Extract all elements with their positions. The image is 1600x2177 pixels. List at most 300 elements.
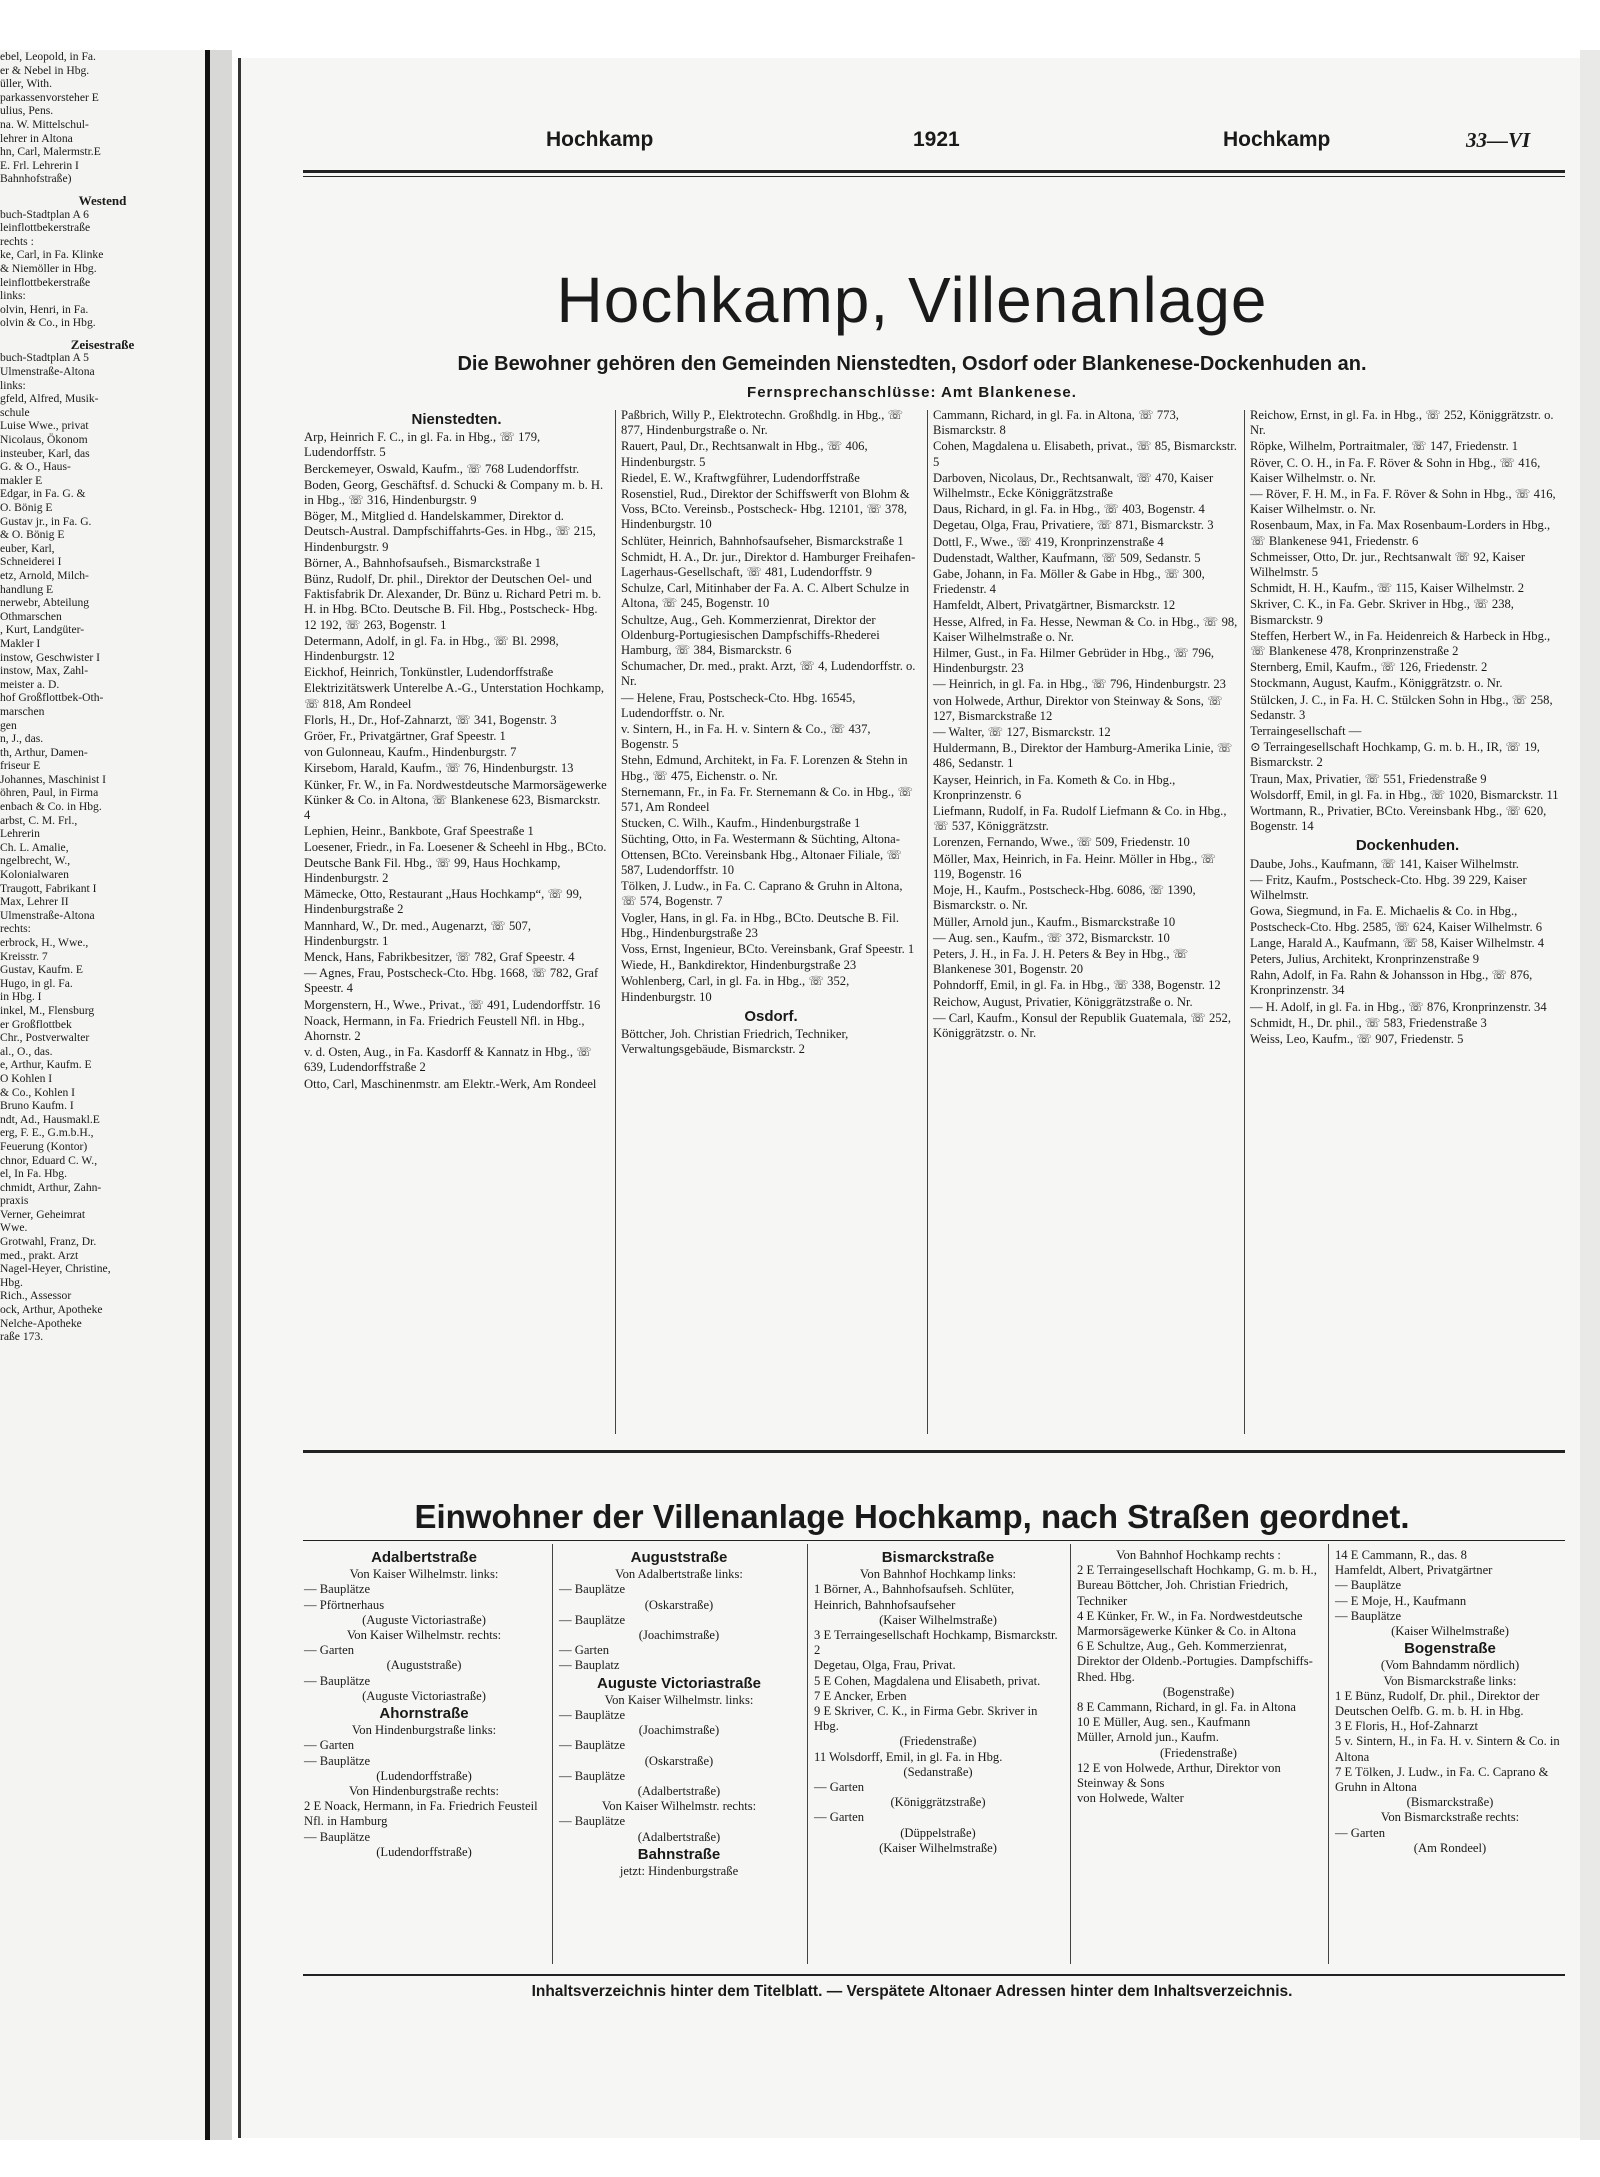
street-reference: (Am Rondeel)	[1413, 1840, 1487, 1855]
resident-entry: Morgenstern, H., Wwe., Privat., ☏ 491, Ludendorffstr. 16	[304, 997, 601, 1012]
text-line: & O. Bönig E	[0, 528, 65, 542]
text-line: & Co., Kohlen I	[0, 1085, 76, 1099]
resident-entry: Skriver, C. K., in Fa. Gebr. Skriver in Hbg., ☏ 238, Bismarckstr. 9	[1250, 597, 1514, 627]
resident-entry: Boden, Georg, Geschäftsf. d. Schucki & Company m. b. H. in Hbg., ☏ 316, Hindenburgstr. 9	[304, 477, 604, 508]
text-line: e, Arthur, Kaufm. E	[0, 1058, 92, 1072]
header-left: Hochkamp	[546, 128, 654, 151]
resident-entry: Berckemeyer, Oswald, Kaufm., ☏ 768 Ludendorffstr.	[304, 461, 580, 476]
street-heading: Auguststraße	[630, 1549, 728, 1566]
street-entry: 12 E von Holwede, Arthur, Direktor von Steinway & Sons	[1077, 1760, 1281, 1791]
street-entry: 8 E Cammann, Richard, in gl. Fa. in Altona	[1077, 1700, 1296, 1715]
text-line: er & Nebel in Hbg.	[0, 63, 90, 77]
section-rule	[303, 1450, 1565, 1453]
text-line: th, Arthur, Damen-	[0, 745, 88, 759]
text-line: Grotwahl, Franz, Dr.	[0, 1235, 97, 1249]
resident-entry: Kirsebom, Harald, Kaufm., ☏ 76, Hindenburgstr. 13	[304, 761, 574, 776]
text-line: chnor, Eduard C. W.,	[0, 1153, 98, 1167]
text-line: al., O., das.	[0, 1044, 53, 1058]
street-entry: 14 E Cammann, R., das. 8	[1335, 1548, 1467, 1562]
text-line: Edgar, in Fa. G. &	[0, 487, 86, 501]
text-line: Johannes, Maschinist I	[0, 772, 106, 786]
resident-entry: — Aug. sen., Kaufm., ☏ 372, Bismarckstr. 10	[933, 930, 1170, 945]
resident-entry: Daus, Richard, in gl. Fa. in Hbg., ☏ 403, Bogenstr. 4	[933, 502, 1205, 517]
street-entry: — Pförtnerhaus	[304, 1597, 385, 1612]
text-line: er Großflottbek	[0, 1017, 72, 1031]
resident-entry: von Gulonneau, Kaufm., Hindenburgstr. 7	[304, 745, 517, 760]
street-heading: Adalbertstraße	[371, 1549, 477, 1566]
street-reference: (Auguste Victoriastraße)	[362, 1688, 486, 1703]
street-entry: — Bauplätze	[559, 1612, 626, 1627]
text-line: enbach & Co. in Hbg.	[0, 800, 102, 814]
resident-entry: Lephien, Heinr., Bankbote, Graf Speestraße 1	[304, 824, 534, 839]
resident-entry: Reichow, August, Privatier, Königgrätzstraße o. Nr.	[933, 994, 1193, 1009]
text-line: euber, Karl,	[0, 541, 55, 555]
text-line: O. Bönig E	[0, 501, 53, 514]
text-line: öhren, Paul, in Firma	[0, 786, 99, 800]
streets-rule	[303, 1540, 1565, 1541]
resident-entry: Schmidt, H. H., Kaufm., ☏ 115, Kaiser Wilhelmstr. 2	[1250, 581, 1525, 596]
resident-entry: — Fritz, Kaufm., Postscheck-Cto. Hbg. 39 229, Kaiser Wilhelmstr.	[1250, 872, 1527, 903]
street-reference: (Auguststraße)	[386, 1658, 462, 1673]
text-line: , Kurt, Landgüter-	[0, 623, 85, 637]
street-reference: (Königgrätzstraße)	[890, 1795, 986, 1810]
resident-entry: Röpke, Wilhelm, Portraitmaler, ☏ 147, Friedenstr. 1	[1250, 439, 1519, 454]
resident-entry: Wohlenberg, Carl, in gl. Fa. in Hbg., ☏ 352, Hindenburgstr. 10	[621, 974, 850, 1004]
street-entry: — E Moje, H., Kaufmann	[1335, 1593, 1467, 1608]
text-line: nerwebr, Abteilung	[0, 596, 90, 610]
text-line: erg, F. E., G.m.b.H.,	[0, 1126, 94, 1140]
text-line: erbrock, H., Wwe.,	[0, 936, 89, 949]
resident-entry: Peters, Julius, Architekt, Kronprinzenstraße 9	[1250, 951, 1480, 966]
street-entry: — Bauplätze	[1335, 1608, 1402, 1623]
text-line: leinflottbekerstraße	[0, 275, 91, 289]
street-entry: Hamfeldt, Albert, Privatgärtner	[1335, 1563, 1493, 1578]
street-reference: (Adalbertstraße)	[637, 1784, 721, 1799]
text-line: olvin, Henri, in Fa.	[0, 302, 89, 316]
text-line: chmidt, Arthur, Zahn-	[0, 1180, 102, 1194]
street-entry: 4 E Künker, Fr. W., in Fa. Nordwestdeutsche Marmorsägewerke Künker & Co. in Altona	[1077, 1608, 1303, 1639]
text-line: Luise Wwe., privat	[0, 419, 89, 433]
resident-entry: Schumacher, Dr. med., prakt. Arzt, ☏ 4, Ludendorffstr. o. Nr.	[621, 659, 916, 689]
resident-entry: Cammann, Richard, in gl. Fa. in Altona, ☏ 773, Bismarckstr. 8	[933, 408, 1179, 438]
street-reference: (Oskarstraße)	[644, 1597, 714, 1612]
resident-entry: Mannhard, W., Dr. med., Augenarzt, ☏ 507, Hindenburgstr. 1	[304, 918, 532, 948]
street-heading: Bogenstraße	[1404, 1640, 1496, 1658]
resident-entry: Böttcher, Joh. Christian Friedrich, Techniker, Verwaltungsgebäude, Bismarckstr. 2	[621, 1026, 849, 1057]
page-number: 33—VI	[1466, 128, 1531, 152]
street-heading: Ahornstraße	[379, 1705, 469, 1723]
streets-heading: Einwohner der Villenanlage Hochkamp, nach Straßen geordnet.	[414, 1498, 1410, 1535]
text-line: üller, With.	[0, 77, 52, 91]
street-reference: (Oskarstraße)	[644, 1753, 714, 1768]
streets-col-5	[1335, 1548, 1565, 1856]
text-line: friseur E	[0, 759, 41, 773]
street-reference: jetzt: Hindenburgstraße	[619, 1864, 739, 1879]
street-reference: (Düppelstraße)	[900, 1825, 976, 1840]
resident-entry: Schulze, Carl, Mitinhaber der Fa. A. C. Albert Schulze in Altona, ☏ 245, Bogenstr. 10	[621, 581, 910, 611]
resident-entry: von Holwede, Arthur, Direktor von Steinway & Sons, ☏ 127, Bismarckstraße 12	[933, 693, 1223, 723]
street-entry: — Bauplätze	[304, 1673, 371, 1688]
district-heading: Dockenhuden.	[1355, 837, 1460, 855]
resident-entry: Wiede, H., Bankdirektor, Hindenburgstraße 23	[621, 958, 857, 973]
street-entry: 10 E Müller, Aug. sen., Kaufmann	[1077, 1715, 1251, 1730]
column-divider	[927, 410, 928, 1434]
street-entry: 1 E Bünz, Rudolf, Dr. phil., Direktor der Deutschen Oelfb. G. m. b. H. in Hbg.	[1335, 1688, 1540, 1719]
running-header	[241, 128, 1583, 168]
text-line: Nagel-Heyer, Christine,	[0, 1262, 111, 1276]
street-entry: — Garten	[304, 1738, 355, 1753]
text-line: ndt, Ad., Hausmakl.E	[0, 1112, 100, 1126]
text-line: Bruno Kaufm. I	[0, 1099, 74, 1113]
resident-entry: Sternemann, Fr., in Fa. Fr. Sternemann & Co. in Hbg., ☏ 571, Am Rondeel	[621, 784, 914, 815]
resident-entry: Huldermann, B., Direktor der Hamburg-Amerika Linie, ☏ 486, Sedanstr. 1	[933, 741, 1233, 771]
resident-entry: Noack, Hermann, in Fa. Friedrich Feustell Nfl. in Hbg., Ahornstr. 2	[304, 1013, 585, 1043]
street-entry: — Bauplätze	[304, 1753, 371, 1768]
text-line: gfeld, Alfred, Musik-	[0, 392, 99, 406]
resident-entry: Reichow, Ernst, in gl. Fa. in Hbg., ☏ 252, Königgrätzstr. o. Nr.	[1250, 408, 1554, 438]
resident-entry: — Röver, F. H. M., in Fa. F. Röver & Sohn in Hbg., ☏ 416, Kaiser Wilhelmstr. o. Nr.	[1250, 487, 1556, 517]
resident-entry: Dudenstadt, Walther, Kaufmann, ☏ 509, Sedanstr. 5	[933, 550, 1201, 565]
resident-entry: Cohen, Magdalena u. Elisabeth, privat., ☏ 85, Bismarckstr. 5	[933, 439, 1237, 469]
street-reference: (Kaiser Wilhelmstraße)	[1391, 1624, 1509, 1639]
text-line: marschen	[0, 704, 45, 718]
street-entry: 6 E Schultze, Aug., Geh. Kommerzienrat, Direktor der Oldenb.-Portugies. Dampfschiffs-Rhed. Hbg.	[1077, 1639, 1313, 1684]
street-reference: Von Bahnhof Hochkamp links:	[859, 1567, 1017, 1582]
resident-entry: Rauert, Paul, Dr., Rechtsanwalt in Hbg., ☏ 406, Hindenburgstr. 5	[621, 439, 868, 469]
resident-entry: Wortmann, R., Privatier, BCto. Vereinsbank Hbg., ☏ 620, Bogenstr. 14	[1250, 804, 1547, 834]
text-line: Chr., Postverwalter	[0, 1031, 90, 1045]
resident-entry: Rosenbaum, Max, in Fa. Max Rosenbaum-Lorders in Hbg., ☏ Blankenese 941, Friedenstr. 6	[1250, 518, 1551, 548]
street-entry: — Garten	[814, 1780, 865, 1795]
text-line: buch-Stadtplan A 6	[0, 207, 89, 221]
resident-entry: Hesse, Alfred, in Fa. Hesse, Newman & Co. in Hbg., ☏ 98, Kaiser Wilhelmstraße o. Nr.	[933, 614, 1238, 644]
header-rule-thin	[303, 176, 1565, 177]
district-heading: Nienstedten.	[411, 411, 502, 428]
resident-entry: Stülcken, J. C., in Fa. H. C. Stülcken Sohn in Hbg., ☏ 258, Sedanstr. 3	[1250, 692, 1553, 722]
street-entry: — Bauplätze	[304, 1829, 371, 1844]
book-gutter	[210, 50, 232, 2140]
page-subtitle: Die Bewohner gehören den Gemeinden Nienstedten, Osdorf oder Blankenese-Dockenhuden an.	[457, 353, 1367, 375]
street-reference: Von Kaiser Wilhelmstr. links:	[349, 1567, 499, 1582]
text-line: hn, Carl, Malermstr.E	[0, 145, 101, 159]
text-line: Ch. L. Amalie,	[0, 840, 69, 854]
text-line: G. & O., Haus-	[0, 460, 71, 474]
resident-entry: Elektrizitätswerk Unterelbe A.-G., Unterstation Hochkamp, ☏ 818, Am Rondeel	[304, 681, 605, 711]
street-reference: Von Bismarckstraße links:	[1383, 1673, 1517, 1688]
street-reference: (Friedenstraße)	[899, 1734, 977, 1749]
street-entry: 7 E Tölken, J. Ludw., in Fa. C. Caprano & Gruhn in Altona	[1335, 1764, 1549, 1795]
street-heading: Auguste Victoriastraße	[597, 1674, 761, 1692]
text-line: rechts:	[0, 922, 31, 936]
resident-entry: Determann, Adolf, in gl. Fa. in Hbg., ☏ Bl. 2998, Hindenburgstr. 12	[304, 633, 559, 664]
streets-col-4	[1077, 1548, 1320, 1806]
street-reference: Von Hindenburgstraße links:	[351, 1723, 497, 1738]
text-line: inkel, M., Flensburg	[0, 1003, 95, 1017]
text-line: Kolonialwaren	[0, 868, 69, 882]
text-line: Hugo, in gl. Fa.	[0, 976, 73, 990]
resident-entry: — Helene, Frau, Postscheck-Cto. Hbg. 16545, Ludendorffstr. o. Nr.	[621, 690, 856, 720]
street-entry: 11 Wolsdorff, Emil, in gl. Fa. in Hbg.	[814, 1749, 1003, 1764]
resident-entry: Vogler, Hans, in gl. Fa. in Hbg., BCto. Deutsche B. Fil. Hbg., Hindenburgstraße 23	[621, 910, 900, 940]
text-line: Othmarschen	[0, 609, 62, 623]
column-4	[1250, 408, 1565, 1048]
text-line: & Niemöller in Hbg.	[0, 261, 97, 275]
street-reference: (Ludendorffstraße)	[376, 1844, 472, 1859]
resident-entry: Schlüter, Heinrich, Bahnhofsaufseher, Bismarckstraße 1	[621, 533, 904, 548]
streets-col-2	[559, 1548, 799, 1879]
street-entry: — Bauplätze	[559, 1708, 626, 1723]
resident-entry: — Carl, Kaufm., Konsul der Republik Guatemala, ☏ 252, Königgrätzstr. o. Nr.	[933, 1010, 1232, 1040]
resident-entry: Rahn, Adolf, in Fa. Rahn & Johansson in Hbg., ☏ 876, Kronprinzenstr. 34	[1250, 968, 1533, 998]
street-heading: Bismarckstraße	[881, 1549, 995, 1566]
resident-entry: Eickhof, Heinrich, Tonkünstler, Ludendorffstraße	[304, 665, 554, 680]
column-divider	[1328, 1544, 1329, 1964]
resident-entry: Loesener, Friedr., in Fa. Loesener & Scheehl in Hbg., BCto. Deutsche Bank Fil. Hbg., ☏ 99, Haus Hochkamp, Hindenburgstr. 2	[304, 840, 607, 885]
resident-entry: Voss, Ernst, Ingenieur, BCto. Vereinsbank, Graf Speestr. 1	[621, 941, 915, 956]
text-line: med., prakt. Arzt	[0, 1248, 79, 1262]
street-entry: — Bauplätze	[1335, 1578, 1402, 1593]
resident-entry: Florls, H., Dr., Hof-Zahnarzt, ☏ 341, Bogenstr. 3	[304, 712, 557, 727]
footer-rule	[303, 1974, 1565, 1976]
street-reference: (Bogenstraße)	[1162, 1684, 1235, 1699]
resident-entry: Dottl, F., Wwe., ☏ 419, Kronprinzenstraße 4	[933, 534, 1164, 549]
resident-entry: Steffen, Herbert W., in Fa. Heidenreich & Harbeck in Hbg., ☏ Blankenese 478, Kronprinzenstraße 2	[1250, 628, 1551, 659]
text-line: lehrer in Altona	[0, 131, 73, 145]
text-line: E. Frl. Lehrerin I	[0, 158, 79, 172]
resident-entry: Peters, J. H., in Fa. J. H. Peters & Bey in Hbg., ☏ Blankenese 301, Bogenstr. 20	[933, 946, 1189, 977]
text-line: meister a. D.	[0, 677, 60, 691]
resident-entry: Pohndorff, Emil, in gl. Fa. in Hbg., ☏ 338, Bogenstr. 12	[933, 978, 1221, 993]
text-line: Bahnhofstraße)	[0, 172, 72, 186]
resident-entry: Gröer, Fr., Privatgärtner, Graf Speestr. 1	[304, 729, 506, 744]
street-reference: (Bismarckstraße)	[1406, 1795, 1494, 1810]
text-line: Kreisstr. 7	[0, 949, 48, 963]
resident-entry: Daube, Johs., Kaufmann, ☏ 141, Kaiser Wilhelmstr.	[1250, 856, 1519, 871]
resident-entry: — Agnes, Frau, Postscheck-Cto. Hbg. 1668, ☏ 782, Graf Speestr. 4	[304, 966, 599, 996]
street-entry: — Bauplätze	[559, 1582, 626, 1597]
text-line: Wwe.	[0, 1221, 28, 1235]
text-line: arbst, C. M. Frl.,	[0, 813, 78, 827]
street-entry: 5 v. Sintern, H., in Fa. H. v. Sintern & Co. in Altona	[1335, 1734, 1560, 1764]
resident-entry: Börner, A., Bahnhofsaufseh., Bismarckstraße 1	[304, 555, 541, 570]
street-heading: Westend	[78, 192, 127, 208]
street-entry: Müller, Arnold jun., Kaufm.	[1077, 1730, 1219, 1745]
resident-entry: v. Sintern, H., in Fa. H. v. Sintern & Co., ☏ 437, Bogenstr. 5	[621, 722, 871, 752]
resident-entry: Moje, H., Kaufm., Postscheck-Hbg. 6086, ☏ 1390, Bismarckstr. o. Nr.	[933, 883, 1196, 913]
resident-entry: — Walter, ☏ 127, Bismarckstr. 12	[933, 725, 1111, 740]
text-line: Traugott, Fabrikant I	[0, 881, 97, 895]
resident-entry: Wolsdorff, Emil, in gl. Fa. in Hbg., ☏ 1020, Bismarckstr. 11	[1250, 787, 1559, 802]
resident-entry: Degetau, Olga, Frau, Privatiere, ☏ 871, Bismarckstr. 3	[933, 518, 1214, 533]
resident-entry: Gabe, Johann, in Fa. Möller & Gabe in Hbg., ☏ 300, Friedenstr. 4	[933, 567, 1205, 597]
resident-entry: Gowa, Siegmund, in Fa. E. Michaelis & Co. in Hbg., Postscheck-Cto. Hbg. 2585, ☏ 624, Kaiser Wilhelmstr. 6	[1250, 904, 1543, 934]
street-reference: (Kaiser Wilhelmstraße)	[879, 1612, 997, 1627]
phone-note: Fernsprechanschlüsse: Amt Blankenese.	[747, 384, 1077, 401]
text-line: Ulmenstraße-Altona	[0, 365, 95, 379]
text-line: olvin & Co., in Hbg.	[0, 316, 96, 330]
text-line: O Kohlen I	[0, 1071, 53, 1085]
resident-entry: Hilmer, Gust., in Fa. Hilmer Gebrüder in Hbg., ☏ 796, Hindenburgstr. 23	[933, 646, 1215, 676]
street-entry: 5 E Cohen, Magdalena und Elisabeth, privat.	[814, 1673, 1041, 1688]
resident-entry: Süchting, Otto, in Fa. Westermann & Süchting, Altona-Ottensen, BCto. Vereinsbank Hbg., Altonaer Filiale, ☏ 587, Ludendorffstr. 10	[621, 832, 902, 877]
text-line: Makler I	[0, 636, 41, 650]
text-line: rechts :	[0, 234, 34, 248]
column-divider	[552, 1544, 553, 1964]
resident-entry: Arp, Heinrich F. C., in gl. Fa. in Hbg., ☏ 179, Ludendorffstr. 5	[304, 430, 541, 460]
district-heading: Osdorf.	[744, 1007, 798, 1025]
street-reference: Von Hindenburgstraße rechts:	[349, 1784, 499, 1799]
resident-entry: Böger, M., Mitglied d. Handelskammer, Direktor d. Deutsch-Austral. Dampfschiffahrts-Ges. in Hbg., ☏ 215, Hindenburgstr. 9	[304, 509, 596, 554]
resident-entry: Terraingesellschaft —	[1250, 724, 1362, 739]
text-line: gen	[0, 718, 17, 732]
resident-entry: Lorenzen, Fernando, Wwe., ☏ 509, Friedenstr. 10	[933, 835, 1190, 850]
resident-entry: Möller, Max, Heinrich, in Fa. Heinr. Möller in Hbg., ☏ 119, Bogenstr. 16	[933, 851, 1217, 881]
street-reference: Von Kaiser Wilhelmstr. rechts:	[346, 1628, 502, 1643]
text-line: in Hbg. I	[0, 990, 42, 1004]
street-entry: 2 E Noack, Hermann, in Fa. Friedrich Feusteil Nfl. in Hamburg	[304, 1799, 538, 1829]
street-reference: Von Kaiser Wilhelmstr. rechts:	[601, 1799, 757, 1814]
resident-entry: Künker, Fr. W., in Fa. Nordwestdeutsche Marmorsägewerke Künker & Co. in Altona, ☏ Blankenese 623, Bismarckstr. 4	[304, 777, 607, 823]
text-line: parkassenvorsteher E	[0, 90, 99, 104]
street-entry: — Garten	[559, 1643, 610, 1658]
resident-entry: Stucken, C. Wilh., Kaufm., Hindenburgstraße 1	[621, 816, 861, 831]
text-line: Nelche-Apotheke	[0, 1316, 82, 1330]
column-divider	[1244, 410, 1245, 1434]
resident-entry: — H. Adolf, in gl. Fa. in Hbg., ☏ 876, Kronprinzenstr. 34	[1250, 999, 1547, 1014]
street-entry: — Bauplätze	[559, 1814, 626, 1829]
street-entry: — Bauplatz	[559, 1658, 620, 1673]
resident-entry: Mämecke, Otto, Restaurant „Haus Hochkamp“, ☏ 99, Hindenburgstraße 2	[304, 887, 583, 917]
header-year: 1921	[913, 128, 960, 151]
text-line: hof Großflottbek-Oth-	[0, 691, 104, 705]
text-line: Hbg.	[0, 1275, 23, 1289]
street-entry: — Garten	[814, 1810, 865, 1825]
street-entry: — Garten	[304, 1643, 355, 1658]
text-line: makler E	[0, 473, 43, 487]
column-divider	[1070, 1544, 1071, 1964]
page-footer: Inhaltsverzeichnis hinter dem Titelblatt. — Verspätete Altonaer Adressen hinter dem Inhaltsverzeichnis.	[531, 1983, 1293, 2000]
resident-entry: Kayser, Heinrich, in Fa. Kometh & Co. in Hbg., Kronprinzenstr. 6	[933, 772, 1176, 802]
resident-entry: Stockmann, August, Kaufm., Königgrätzstr. o. Nr.	[1250, 676, 1503, 691]
resident-entry: v. d. Osten, Aug., in Fa. Kasdorff & Kannatz in Hbg., ☏ 639, Ludendorffstraße 2	[304, 1045, 592, 1075]
text-line: Nicolaus, Ökonom	[0, 433, 88, 447]
header-right: Hochkamp	[1223, 128, 1331, 151]
column-2	[621, 408, 921, 1058]
text-line: Verner, Geheimrat	[0, 1207, 86, 1221]
street-reference: Von Bismarckstraße rechts:	[1380, 1810, 1520, 1825]
text-line: ngelbrecht, W.,	[0, 854, 71, 868]
streets-col-1	[304, 1548, 544, 1860]
text-line: praxis	[0, 1194, 29, 1208]
resident-entry: ⊙ Terraingesellschaft Hochkamp, G. m. b. H., IR, ☏ 19, Bismarckstr. 2	[1250, 740, 1540, 770]
column-divider	[615, 410, 616, 1434]
street-reference: Von Kaiser Wilhelmstr. links:	[604, 1692, 754, 1707]
street-reference: Von Adalbertstraße links:	[615, 1567, 743, 1582]
text-line: ock, Arthur, Apotheke	[0, 1303, 103, 1317]
resident-entry: Paßbrich, Willy P., Elektrotechn. Großhdlg. in Hbg., ☏ 877, Hindenburgstraße o. Nr.	[621, 408, 904, 438]
text-line: links:	[0, 289, 26, 303]
text-line: insteuber, Karl, das	[0, 446, 90, 460]
street-entry: — Garten	[1335, 1825, 1386, 1840]
resident-entry: Riedel, E. W., Kraftwgführer, Ludendorffstraße	[621, 470, 860, 485]
resident-entry: Schmidt, H. A., Dr. jur., Direktor d. Hamburger Freihafen-Lagerhaus-Gesellschaft, ☏ 481, Ludendorffstr. 9	[621, 549, 916, 580]
street-reference: (Auguste Victoriastraße)	[362, 1612, 486, 1627]
text-line: links:	[0, 378, 26, 392]
text-line: raße 173.	[0, 1330, 44, 1344]
resident-entry: Liefmann, Rudolf, in Fa. Rudolf Liefmann & Co. in Hbg., ☏ 537, Königgrätzstr.	[933, 804, 1227, 834]
street-entry: 3 E Floris, H., Hof-Zahnarzt	[1335, 1719, 1479, 1734]
street-reference: (Joachimstraße)	[638, 1723, 720, 1738]
text-line: Rich., Assessor	[0, 1289, 72, 1303]
resident-entry: Schmeisser, Otto, Dr. jur., Rechtsanwalt ☏ 92, Kaiser Wilhelmstr. 5	[1250, 549, 1526, 580]
street-entry: von Holwede, Walter	[1077, 1791, 1184, 1806]
text-line: schule	[0, 405, 30, 419]
street-reference: (Sedanstraße)	[903, 1764, 973, 1779]
column-divider	[807, 1544, 808, 1964]
resident-entry: Müller, Arnold jun., Kaufm., Bismarckstraße 10	[933, 914, 1176, 929]
text-line: ebel, Leopold, in Fa.	[0, 50, 96, 63]
text-line: handlung E	[0, 582, 54, 596]
text-line: Feuerung (Kontor)	[0, 1139, 88, 1153]
text-line: Max, Lehrer II	[0, 895, 69, 909]
text-line: na. W. Mittelschul-	[0, 117, 89, 131]
street-heading: Zeisestraße	[70, 336, 135, 352]
text-line: instow, Geschwister I	[0, 650, 101, 664]
street-entry: 2 E Terraingesellschaft Hochkamp, G. m. b. H., Bureau Böttcher, Joh. Christian Friedrich, Techniker	[1077, 1563, 1317, 1608]
street-entry: — Bauplätze	[559, 1768, 626, 1783]
text-line: Gustav, Kaufm. E	[0, 963, 83, 977]
street-reference: (Vom Bahndamm nördlich)	[1380, 1658, 1520, 1673]
street-entry: 3 E Terraingesellschaft Hochkamp, Bismarckstr. 2	[814, 1628, 1058, 1658]
resident-entry: Bünz, Rudolf, Dr. phil., Direktor der Deutschen Oel- und Faktisfabrik Dr. Alexander, Dr. Bünz u. Richard Petri m. b. H. in Hbg. BCto. Deutsche B. Fil. Hbg., Postscheck- Hbg. 12 192, ☏ 263, Bogenstr. 1	[304, 572, 602, 632]
street-heading: Bahnstraße	[637, 1845, 721, 1863]
text-line: n, J., das.	[0, 732, 44, 746]
resident-entry: Rosenstiel, Rud., Direktor der Schiffswerft von Blohm & Voss, BCto. Vereinsb., Postscheck- Hbg. 12101, ☏ 378, Hindenburgstr. 10	[621, 487, 910, 532]
text-line: Gustav jr., in Fa. G.	[0, 514, 92, 528]
text-line: el, In Fa. Hbg.	[0, 1167, 67, 1181]
text-line: ke, Carl, in Fa. Klinke	[0, 248, 104, 262]
street-reference: (Ludendorffstraße)	[376, 1768, 472, 1783]
street-reference: (Friedenstraße)	[1160, 1745, 1237, 1760]
page-edge	[1580, 50, 1600, 2140]
resident-entry: Otto, Carl, Maschinenmstr. am Elektr.-Werk, Am Rondeel	[304, 1076, 597, 1091]
text-line: ulius, Pens.	[0, 104, 54, 118]
page-title: Hochkamp, Villenanlage	[556, 264, 1268, 336]
text-line: Schneiderei I	[0, 555, 62, 569]
street-entry: 9 E Skriver, C. K., in Firma Gebr. Skriver in Hbg.	[814, 1704, 1038, 1734]
resident-entry: Darboven, Nicolaus, Dr., Rechtsanwalt, ☏ 470, Kaiser Wilhelmstr., Ecke Königgrätzstraße	[933, 470, 1214, 501]
street-reference: (Adalbertstraße)	[637, 1829, 721, 1844]
street-reference: Von Bahnhof Hochkamp rechts :	[1116, 1548, 1281, 1562]
resident-entry: Schultze, Aug., Geh. Kommerzienrat, Direktor der Oldenburg-Portugiesischen Dampfschiffs-Rhederei Hamburg, ☏ 384, Bismarckstr. 6	[621, 612, 880, 658]
facing-page-fragment	[0, 50, 210, 2140]
resident-entry: Lange, Harald A., Kaufmann, ☏ 58, Kaiser Wilhelmstr. 4	[1250, 935, 1545, 950]
resident-entry: — Heinrich, in gl. Fa. in Hbg., ☏ 796, Hindenburgstr. 23	[933, 677, 1226, 692]
resident-entry: Schmidt, H., Dr. phil., ☏ 583, Friedenstraße 3	[1250, 1015, 1487, 1030]
resident-entry: Hamfeldt, Albert, Privatgärtner, Bismarckstr. 12	[933, 598, 1176, 613]
text-line: instow, Max, Zahl-	[0, 664, 89, 678]
resident-entry: Sternberg, Emil, Kaufm., ☏ 126, Friedenstr. 2	[1250, 660, 1488, 675]
resident-entry: Tölken, J. Ludw., in Fa. C. Caprano & Gruhn in Altona, ☏ 574, Bogenstr. 7	[621, 879, 903, 909]
street-entry: — Bauplätze	[559, 1738, 626, 1753]
street-reference: (Kaiser Wilhelmstraße)	[879, 1840, 997, 1855]
streets-col-3	[814, 1548, 1062, 1856]
street-reference: (Joachimstraße)	[638, 1628, 720, 1643]
text-line: Lehrerin	[0, 827, 40, 841]
street-entry: 1 Börner, A., Bahnhofsaufseh. Schlüter, Heinrich, Bahnhofsaufseher	[814, 1582, 1015, 1612]
text-line: etz, Arnold, Milch-	[0, 568, 89, 582]
text-line: leinflottbekerstraße	[0, 221, 91, 235]
